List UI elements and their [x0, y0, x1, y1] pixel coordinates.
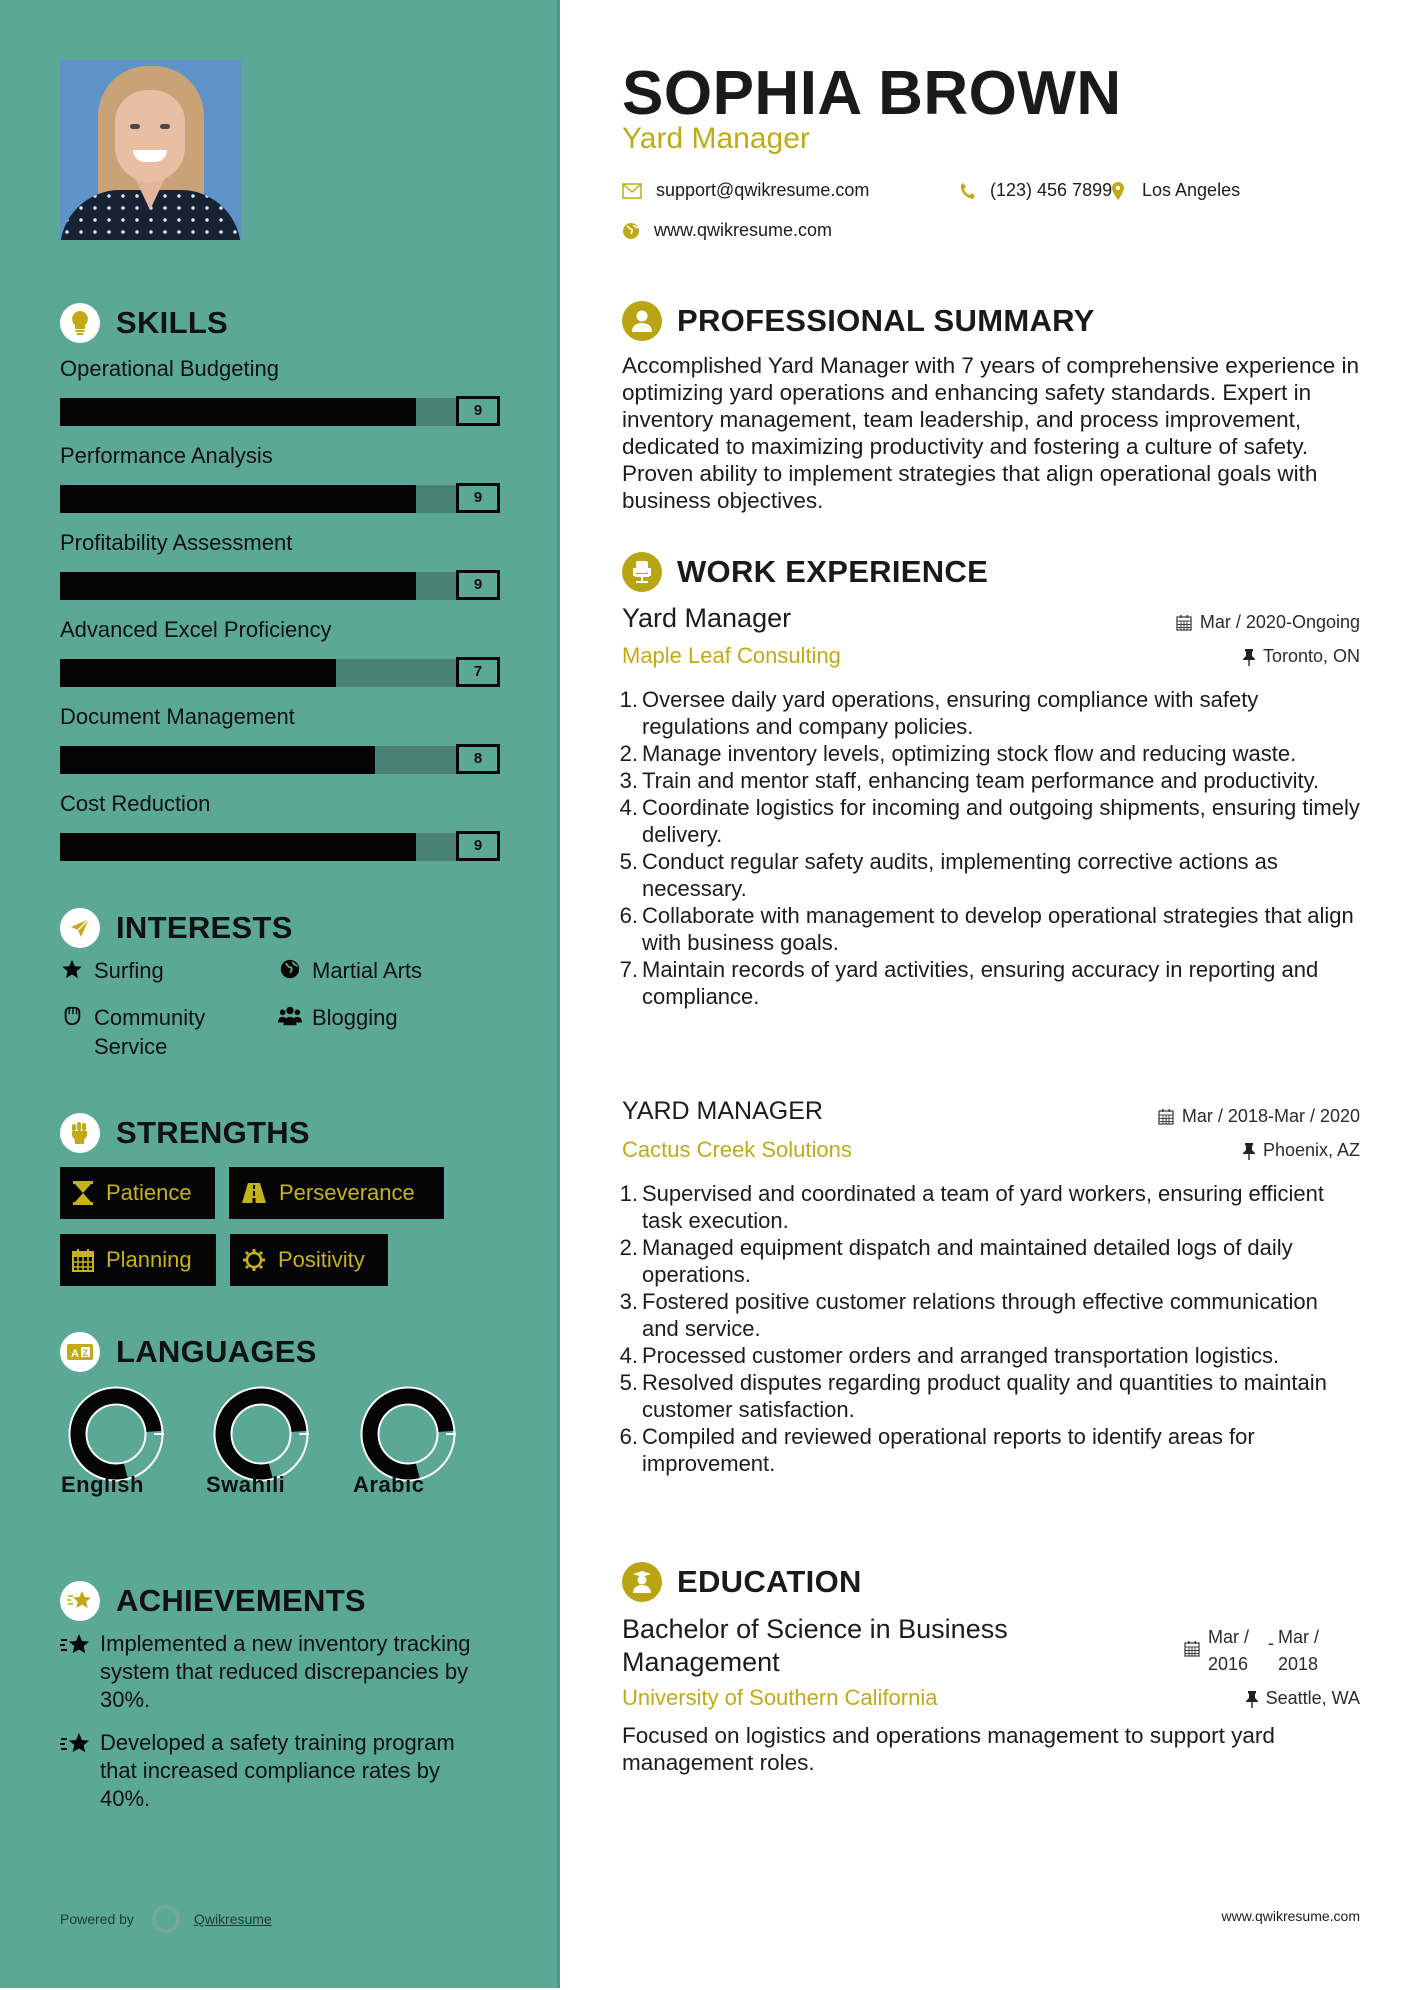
- list-item: 4. Coordinate logistics for incoming and outgoing shipments, ensuring timely delivery.: [619, 795, 1360, 847]
- job-title: Yard Manager: [622, 603, 792, 633]
- list-item: 3. Fostered positive customer relations through effective communication and service.: [619, 1289, 1318, 1341]
- language-label: Swahili: [206, 1472, 286, 1497]
- lightbulb-icon: [60, 303, 100, 343]
- education-location: Seattle, WA: [1246, 1688, 1360, 1709]
- job-dates: Mar / 2018-Mar / 2020: [1158, 1106, 1360, 1127]
- paper-plane-icon: [60, 908, 100, 948]
- hourglass-icon: [72, 1180, 94, 1206]
- candidate-title: Yard Manager: [622, 122, 810, 155]
- job-company: Maple Leaf Consulting: [622, 643, 841, 668]
- list-item: 2. Managed equipment dispatch and maintained detailed logs of daily operations.: [619, 1235, 1293, 1287]
- degree: Bachelor of Science in Business Management: [622, 1614, 1008, 1677]
- interest-item: Surfing: [60, 956, 260, 985]
- achievement-item: Implemented a new inventory tracking system that reduced discrepancies by 30%.: [60, 1630, 480, 1714]
- strengths-heading: STRENGTHS: [60, 1113, 310, 1153]
- achievement-star-icon: [60, 1581, 100, 1621]
- list-item: 1. Supervised and coordinated a team of yard workers, ensuring efficient task execution.: [619, 1181, 1324, 1233]
- contact-phone: (123) 456 7899: [960, 180, 1112, 201]
- hand-icon: [60, 1003, 84, 1027]
- skill-label: Cost Reduction: [60, 791, 211, 816]
- job-company: Cactus Creek Solutions: [622, 1137, 852, 1162]
- skill-bar: [60, 570, 500, 600]
- skill-score: 9: [456, 396, 500, 426]
- language-label: Arabic: [353, 1472, 425, 1497]
- map-pin-icon: [1112, 182, 1124, 200]
- skill-item: [60, 702, 500, 767]
- powered-by: Powered by Qwikresume: [60, 1905, 272, 1933]
- skill-score: 7: [456, 657, 500, 687]
- fist-icon: [60, 1113, 100, 1153]
- experience-heading: WORK EXPERIENCE: [622, 552, 988, 592]
- candidate-name: SOPHIA BROWN: [622, 59, 1122, 128]
- skill-score: 9: [456, 483, 500, 513]
- strength-chip: Patience: [60, 1167, 215, 1219]
- calendar-icon: [1184, 1638, 1200, 1678]
- skill-item: [60, 441, 500, 506]
- strength-chip: Positivity: [230, 1234, 388, 1286]
- list-item: 4. Processed customer orders and arranged transportation logistics.: [619, 1343, 1280, 1368]
- skill-bar: [60, 483, 500, 513]
- globe-icon: [278, 956, 302, 980]
- education-dates: Mar / 2016 - Mar / 2018: [1184, 1624, 1338, 1678]
- language-donut: [68, 1386, 164, 1482]
- users-icon: [278, 1003, 302, 1027]
- contact-website: [622, 220, 832, 241]
- main-content: [619, 0, 1360, 1990]
- interests-heading: INTERESTS: [60, 908, 293, 948]
- summary-text: Accomplished Yard Manager with 7 years of comprehensive experience in optimizing yard operations and enhancing safety standards. Expert in inventory management, team leadership, and process improvement, dedicated to maximizing productivity and fostering a culture of safety. Proven ability to implement strategies that align operational goals with business objectives.: [622, 353, 1360, 513]
- list-item: 3. Train and mentor staff, enhancing team performance and productivity.: [619, 768, 1320, 793]
- interest-item: Martial Arts: [278, 956, 498, 985]
- skill-score: 9: [456, 831, 500, 861]
- job-responsibilities: [619, 686, 1360, 1010]
- contact-location: Los Angeles: [1112, 180, 1240, 201]
- achievements-heading: ACHIEVEMENTS: [60, 1581, 366, 1621]
- star-icon: [60, 956, 84, 980]
- language-item: [206, 1386, 316, 1497]
- skill-label: Operational Budgeting: [60, 356, 279, 381]
- languages-heading: A Z LANGUAGES: [60, 1332, 317, 1372]
- job-responsibilities: [619, 1180, 1360, 1477]
- translate-icon: [60, 1332, 100, 1372]
- language-label: English: [61, 1472, 144, 1497]
- job-dates: Mar / 2020-Ongoing: [1176, 612, 1360, 633]
- road-icon: [241, 1182, 267, 1204]
- skill-item: [60, 354, 500, 419]
- education-description: Focused on logistics and operations management to support yard management roles.: [622, 1723, 1275, 1775]
- skill-label: Advanced Excel Proficiency: [60, 617, 332, 642]
- skill-score: 9: [456, 570, 500, 600]
- list-item: 2. Manage inventory levels, optimizing stock flow and reducing waste.: [619, 741, 1297, 766]
- school-name: University of Southern California: [622, 1685, 938, 1710]
- chair-icon: [622, 552, 662, 592]
- user-icon: [622, 301, 662, 341]
- svg-text:A: A: [71, 1348, 79, 1360]
- list-item: 6. Collaborate with management to develop operational strategies that align with business goals.: [619, 903, 1354, 955]
- calendar-icon: [1176, 614, 1192, 631]
- sun-icon: [242, 1248, 266, 1272]
- sidebar: [0, 0, 560, 1988]
- contact-email: support@qwikresume.com: [622, 180, 869, 201]
- graduate-icon: [622, 1562, 662, 1602]
- skill-label: Document Management: [60, 704, 295, 729]
- envelope-icon: [622, 183, 642, 199]
- education-heading: EDUCATION: [622, 1562, 862, 1602]
- language-donut: [360, 1386, 456, 1482]
- list-item: 5. Resolved disputes regarding product quality and quantities to maintain customer satisfaction.: [619, 1370, 1327, 1422]
- skill-label: Profitability Assessment: [60, 530, 293, 555]
- list-item: 1. Oversee daily yard operations, ensuring compliance with safety regulations and company policies.: [619, 687, 1259, 739]
- website-link[interactable]: www.qwikresume.com: [654, 220, 833, 240]
- job-location: Phoenix, AZ: [1243, 1140, 1360, 1161]
- skill-bar: [60, 744, 500, 774]
- pushpin-icon: [1246, 1690, 1258, 1708]
- skills-heading: SKILLS: [60, 303, 228, 343]
- interest-item: Blogging: [278, 1003, 498, 1032]
- summary-heading: PROFESSIONAL SUMMARY: [622, 301, 1095, 341]
- footer-url[interactable]: www.qwikresume.com: [1221, 1908, 1360, 1924]
- globe-icon: [622, 222, 640, 240]
- strength-chip: Planning: [60, 1234, 216, 1286]
- pushpin-icon: [1243, 648, 1255, 666]
- skill-bar: [60, 831, 500, 861]
- qwikresume-link[interactable]: Qwikresume: [193, 1911, 272, 1927]
- interest-item: Community Service: [60, 1003, 260, 1061]
- skill-bar: [60, 657, 500, 687]
- pushpin-icon: [1243, 1142, 1255, 1160]
- list-item: 5. Conduct regular safety audits, implementing corrective actions as necessary.: [619, 849, 1278, 901]
- language-donut: [213, 1386, 309, 1482]
- achievement-star-icon: [60, 1729, 100, 1813]
- achievement-item: Developed a safety training program that increased compliance rates by 40%.: [60, 1729, 480, 1813]
- strength-chip: Perseverance: [229, 1167, 444, 1219]
- skill-item: [60, 528, 500, 593]
- phone-icon: [960, 182, 976, 200]
- job-title: YARD MANAGER: [622, 1097, 823, 1125]
- achievement-star-icon: [60, 1630, 100, 1714]
- language-item: [353, 1386, 463, 1497]
- language-item: [61, 1386, 171, 1497]
- qwikresume-logo-icon: [152, 1905, 180, 1933]
- calendar-icon: [1158, 1108, 1174, 1125]
- skill-item: [60, 615, 500, 680]
- calendar-icon: [72, 1248, 94, 1272]
- skill-label: Performance Analysis: [60, 443, 273, 468]
- svg-text:Z: Z: [82, 1348, 88, 1358]
- job-location: Toronto, ON: [1243, 646, 1360, 667]
- profile-photo: [60, 60, 241, 240]
- list-item: 6. Compiled and reviewed operational reports to identify areas for improvement.: [619, 1424, 1255, 1476]
- skill-item: [60, 789, 500, 854]
- skill-bar: [60, 396, 500, 426]
- skill-score: 8: [456, 744, 500, 774]
- list-item: 7. Maintain records of yard activities, ensuring accuracy in reporting and compliance.: [619, 957, 1319, 1009]
